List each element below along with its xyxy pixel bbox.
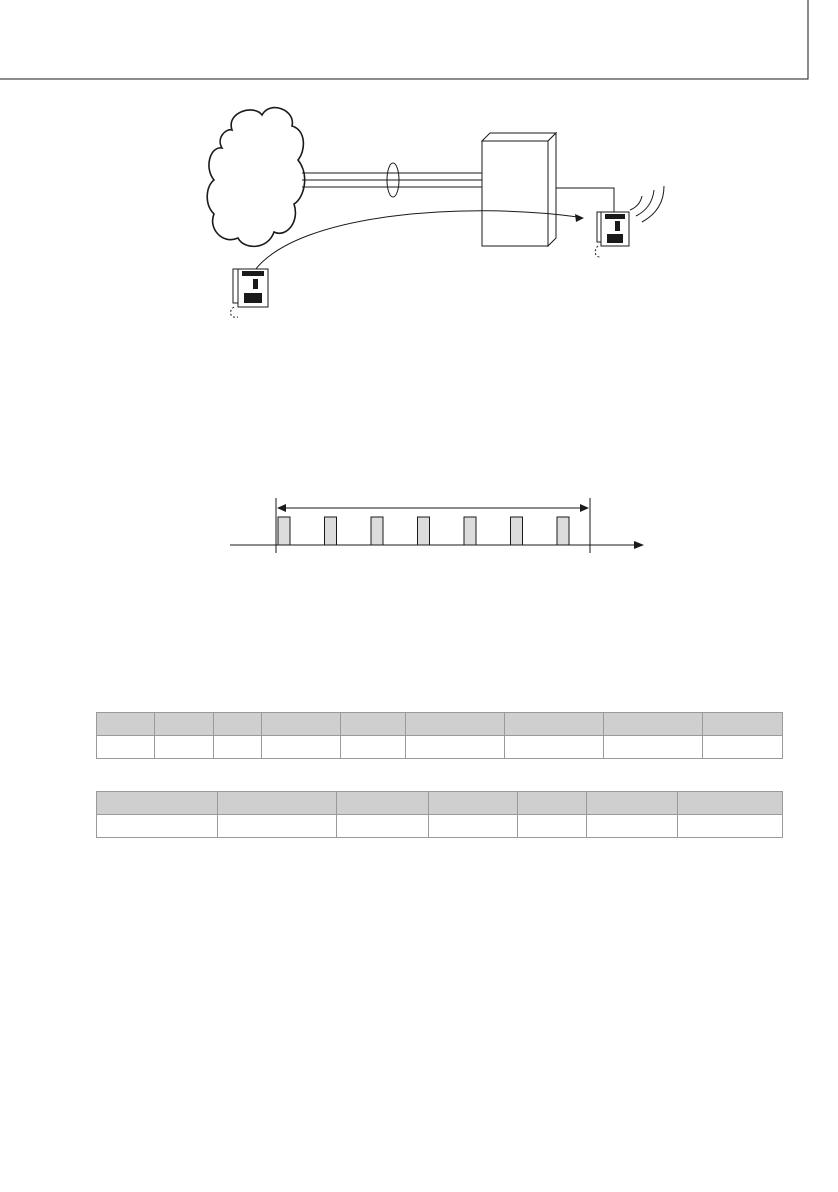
header-cell — [155, 713, 214, 736]
header-cell — [341, 713, 406, 736]
header-cell — [678, 792, 783, 815]
call-path-arrowhead — [575, 214, 584, 222]
table-header-row — [97, 792, 783, 815]
table-cell — [406, 736, 505, 759]
header-cell — [703, 713, 783, 736]
pulse — [557, 517, 569, 545]
header-cell — [97, 792, 218, 815]
table-row — [97, 736, 783, 759]
pulse — [278, 517, 290, 545]
pulse — [371, 517, 383, 545]
header-cell — [429, 792, 518, 815]
table-cell — [604, 736, 703, 759]
header-cell — [337, 792, 429, 815]
pulse — [464, 517, 476, 545]
table-cell — [155, 736, 214, 759]
pulse — [418, 517, 430, 545]
table-cell — [97, 736, 155, 759]
header-cell — [214, 713, 262, 736]
interval-arrow-right — [580, 504, 589, 512]
header-cell — [262, 713, 341, 736]
cabinet-icon — [482, 133, 556, 246]
table-row — [97, 815, 783, 838]
table-cell — [214, 736, 262, 759]
network-diagram — [207, 108, 664, 318]
pulse-timing-diagram — [230, 498, 644, 553]
header-cell — [518, 792, 587, 815]
header-cell — [406, 713, 505, 736]
cloud-icon — [207, 108, 304, 247]
telephone-icon — [231, 269, 268, 317]
table-cell — [505, 736, 604, 759]
pulse — [511, 517, 523, 545]
radio-waves-icon — [630, 186, 664, 222]
header-cell — [505, 713, 604, 736]
header-cell — [604, 713, 703, 736]
table-cell — [262, 736, 341, 759]
telephone-icon — [595, 212, 629, 257]
table-cell — [341, 736, 406, 759]
table-header-row — [97, 713, 783, 736]
page-border — [0, 0, 808, 79]
table-1 — [96, 712, 783, 759]
table-cell — [218, 815, 337, 838]
trunk-lines — [302, 173, 482, 187]
table-cell — [678, 815, 783, 838]
header-cell — [218, 792, 337, 815]
table-cell — [97, 815, 218, 838]
table-cell — [518, 815, 587, 838]
table-2 — [96, 791, 783, 838]
time-axis-arrowhead — [634, 541, 644, 549]
table-cell — [429, 815, 518, 838]
header-cell — [587, 792, 678, 815]
table-cell — [587, 815, 678, 838]
extension-line — [556, 188, 614, 212]
table-cell — [337, 815, 429, 838]
table-cell — [703, 736, 783, 759]
pulse — [325, 517, 337, 545]
header-cell — [97, 713, 155, 736]
interval-arrow-left — [277, 504, 286, 512]
